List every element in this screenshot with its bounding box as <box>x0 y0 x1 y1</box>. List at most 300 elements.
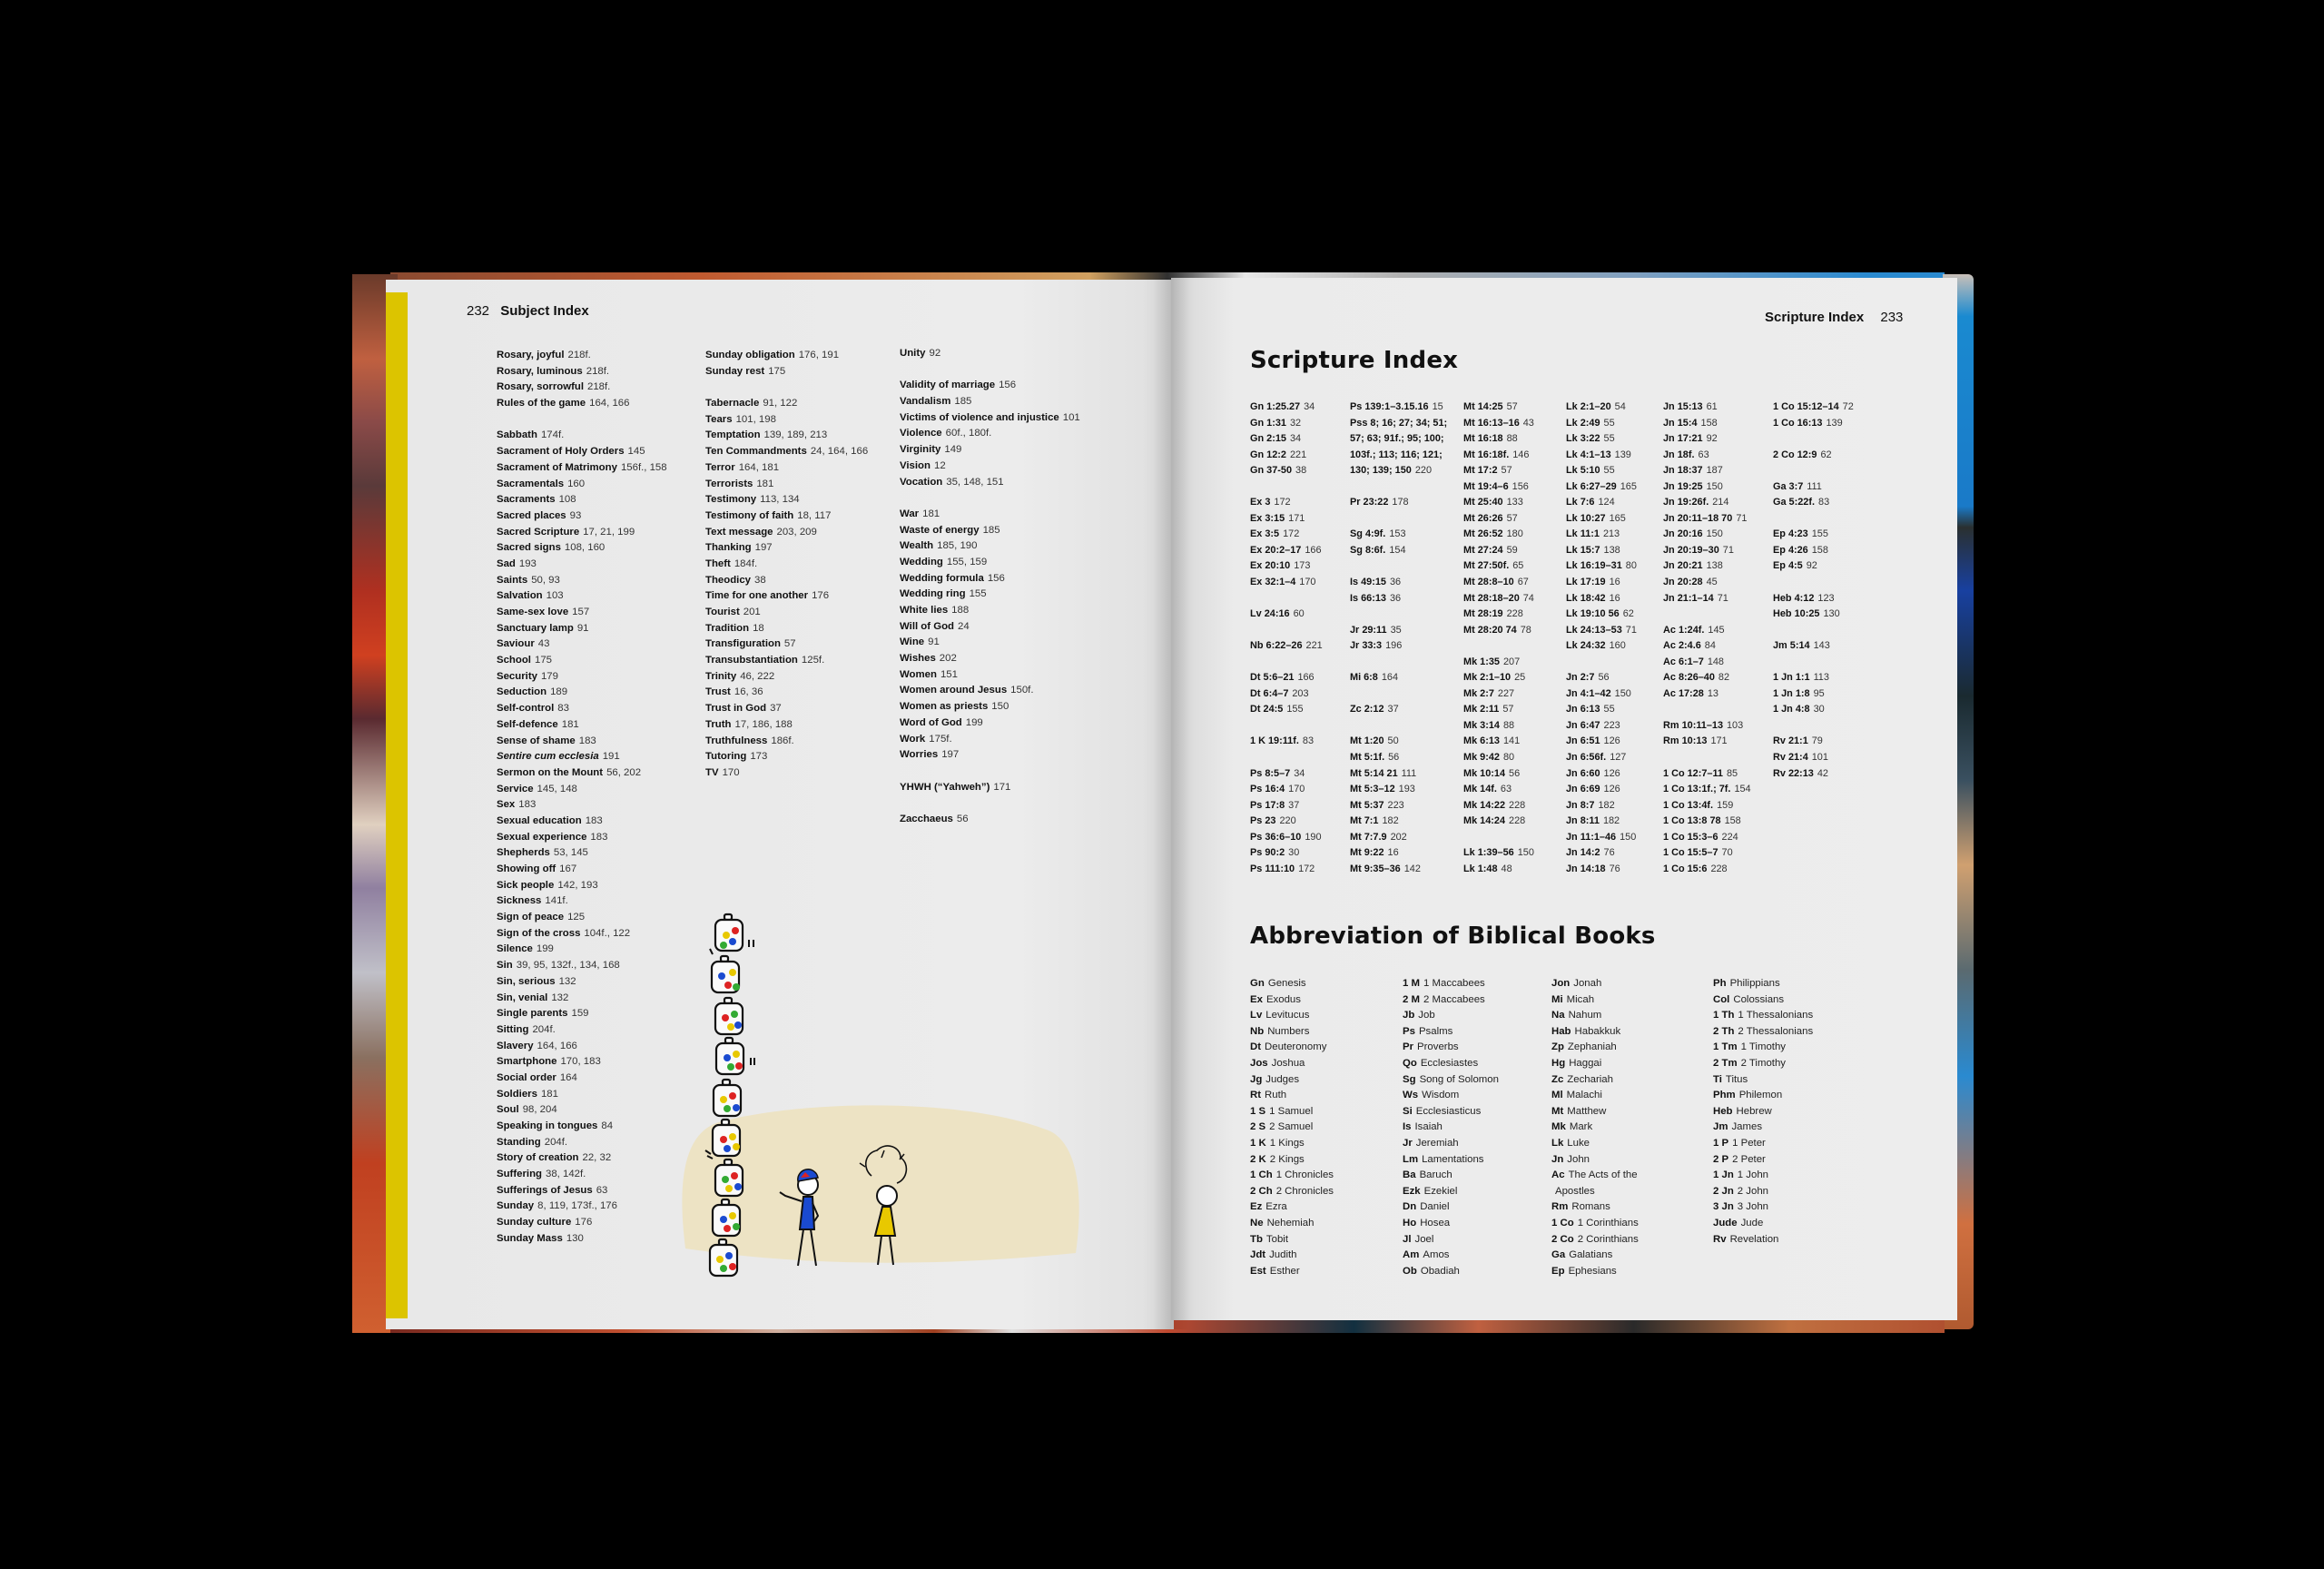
subject-index-entry-pages: 189 <box>550 686 568 698</box>
abbreviation-entry-nm: 2 Chronicles <box>1275 1185 1334 1197</box>
abbreviation-entry-ab: 3 Jn <box>1713 1201 1734 1213</box>
scripture-index-entry-ref: Jn 8:7 <box>1566 799 1595 811</box>
scripture-index-entry <box>1350 734 1451 750</box>
scripture-index-entry <box>1663 782 1751 798</box>
scripture-index-entry-pg: 142 <box>1403 863 1421 874</box>
subject-index-entry-pages: 50, 93 <box>531 574 560 586</box>
scripture-index-entry <box>1350 400 1451 416</box>
scripture-index-entry <box>1566 623 1637 639</box>
abbreviation-entry-ab: Ex <box>1250 993 1263 1005</box>
abbreviation-entry-ab: 1 Tm <box>1713 1041 1738 1053</box>
scripture-index-entry <box>1663 814 1751 830</box>
subject-index-entry-term: Sad <box>497 558 516 569</box>
scripture-index-entry-pg: 170 <box>1299 577 1316 588</box>
abbreviation-entry-ab: Ep <box>1551 1265 1565 1277</box>
subject-index-entry-term: Sabbath <box>497 429 537 441</box>
subject-index-entry-pages: 46, 222 <box>740 670 775 682</box>
abbreviation-entry <box>1250 1184 1334 1200</box>
scripture-index-entry-ref: Gn 2:15 <box>1250 433 1286 445</box>
abbreviation-entry <box>1403 1248 1499 1264</box>
abbreviation-entry <box>1250 1168 1334 1184</box>
subject-index-entry-pages: 181 <box>922 508 940 519</box>
spacer <box>1773 623 1854 639</box>
abbreviation-entry <box>1403 992 1499 1009</box>
scripture-index-entry <box>1663 638 1751 655</box>
subject-index-entry-pages: 150f. <box>1010 685 1034 696</box>
abbreviation-entry <box>1551 1199 1639 1216</box>
abbreviation-entry-ab: 2 P <box>1713 1153 1729 1165</box>
abbreviation-entry-ab: Ne <box>1250 1217 1264 1229</box>
subject-index-entry <box>900 507 1080 523</box>
abbreviation-entry-ab: Col <box>1713 993 1730 1005</box>
abbreviation-entry-ab: 2 Th <box>1713 1025 1735 1037</box>
abbreviation-entry <box>1713 1024 1813 1041</box>
subject-index-entry-pages: 56, 202 <box>606 766 642 778</box>
subject-index-entry-term: Sacrament of Matrimony <box>497 461 617 473</box>
subject-index-entry-term: Terrorists <box>705 478 753 489</box>
subject-index-entry-pages: 186f. <box>771 735 794 746</box>
abbreviation-entry <box>1403 1152 1499 1169</box>
subject-index-entry <box>497 974 667 991</box>
subject-index-entry-term: Wedding ring <box>900 588 966 600</box>
scripture-index-entry-ref: Jn 6:56f. <box>1566 752 1607 764</box>
scripture-index-entry-ref: Ex 3:5 <box>1250 528 1280 540</box>
scripture-index-entry-ref: Gn 1:25.27 <box>1250 401 1301 412</box>
scripture-index-entry-pg: 71 <box>1717 592 1728 604</box>
scripture-index-entry-ref: Lk 5:10 <box>1566 465 1600 477</box>
abbreviation-entry-ab: Gn <box>1250 978 1265 989</box>
subject-index-entry-pages: 175f. <box>929 733 952 745</box>
abbreviation-entry <box>1713 1199 1813 1216</box>
spacer <box>1773 655 1854 671</box>
scripture-index-entry-pg: 32 <box>1289 417 1302 429</box>
subject-index-entry <box>497 348 667 364</box>
scripture-index-entry <box>1566 543 1637 559</box>
spacer <box>1663 607 1751 623</box>
subject-index-entry-pages: 18 <box>753 622 764 634</box>
subject-index-entry <box>497 797 667 814</box>
abbreviation-entry-ab: 1 S <box>1250 1105 1266 1117</box>
scripture-index-entry-ref: Is 66:13 <box>1350 592 1386 604</box>
subject-index-entry-pages: 176, 191 <box>798 350 840 360</box>
scripture-index-entry-ref: 1 Co 13:8 78 <box>1663 815 1721 827</box>
scripture-index-entry-pg: 182 <box>1602 815 1620 827</box>
spacer <box>1773 463 1854 479</box>
scripture-index-entry-ref: Mk 1:35 <box>1463 656 1500 667</box>
subject-index-entry-term: Work <box>900 733 926 745</box>
scripture-index-entry-pg: 139 <box>1826 417 1843 429</box>
subject-index-entry <box>900 812 1080 828</box>
scripture-index-entry-ref: Ac 17:28 <box>1663 687 1704 699</box>
subject-index-entry <box>705 749 868 765</box>
abbreviation-entry-nm: Apostles <box>1555 1185 1595 1197</box>
abbreviation-entry-nm: Ephesians <box>1568 1265 1617 1277</box>
scripture-index-entry-ref: Ac 1:24f. <box>1663 624 1705 636</box>
scripture-index-entry-pg: 196 <box>1385 640 1403 652</box>
scripture-index-entry-pg: 150 <box>1517 847 1534 859</box>
scripture-index-entry-ref: Jn 20:19–30 <box>1663 544 1719 556</box>
subject-index-entry <box>497 878 667 894</box>
abbreviation-entry-nm: 2 John <box>1737 1185 1768 1197</box>
subject-index-entry-pages: 57 <box>783 638 796 650</box>
scripture-index-entry <box>1350 623 1451 639</box>
abbreviation-entry <box>1713 992 1813 1009</box>
subject-index-entry-term: Will of God <box>900 620 955 632</box>
scripture-index-entry-pg: 71 <box>1722 544 1734 556</box>
abbreviation-entry-nm: Esther <box>1269 1265 1300 1277</box>
scripture-index-entry <box>1463 734 1534 750</box>
scripture-index-entry-ref: Jn 19:25 <box>1663 480 1703 492</box>
scripture-index-entry-pg: 50 <box>1387 735 1399 747</box>
subject-index-entry-pages: 53, 145 <box>553 847 588 859</box>
subject-index-entry-term: Slavery <box>497 1040 534 1051</box>
scripture-index-entry-ref: 1 Co 15:6 <box>1663 863 1708 874</box>
abbreviation-entry-nm: Isaiah <box>1414 1121 1443 1133</box>
abbreviation-entry-ab: Jn <box>1551 1153 1564 1165</box>
subject-index-entry-pages: 170 <box>722 766 740 778</box>
scripture-index-entry-ref: Jn 6:13 <box>1566 704 1600 715</box>
scripture-index-entry-pg: 56 <box>1388 752 1400 764</box>
subject-index-entry-term: Thanking <box>705 542 752 554</box>
scripture-index-entry-pg: 62 <box>1622 608 1634 620</box>
abbreviation-entry <box>1551 1136 1639 1152</box>
subject-index-entry-term: Vocation <box>900 476 943 488</box>
abbreviation-entry-ab: Ez <box>1250 1201 1263 1213</box>
scripture-index-entry-ref: Ex 3 <box>1250 497 1271 508</box>
scripture-index-entry-pg: 153 <box>1389 528 1406 540</box>
scripture-index-entry-ref: Ps 16:4 <box>1250 784 1285 795</box>
subject-index-entry-term: Tutoring <box>705 751 747 763</box>
subject-index-column-3 <box>900 346 1080 828</box>
scripture-index-entry-pg: 164 <box>1381 672 1399 684</box>
scripture-index-entry <box>1566 734 1637 750</box>
subject-index-entry-pages: 39, 95, 132f., 134, 168 <box>516 960 620 972</box>
subject-index-entry <box>900 747 1080 764</box>
scripture-index-entry-ref: Pr 23:22 <box>1350 497 1389 508</box>
abbreviation-entry <box>1250 1024 1334 1041</box>
abbreviation-entry-nm: Philippians <box>1729 978 1780 989</box>
scripture-index-entry-pg: 138 <box>1706 560 1723 572</box>
subject-index-entry-pages: 91, 122 <box>763 398 798 410</box>
scripture-index-entry-ref: 57; 63; 91f.; 95; 100; <box>1350 433 1444 445</box>
scripture-index-entry-pg: 150 <box>1706 480 1723 492</box>
scripture-index-entry-pg: 71 <box>1625 624 1637 636</box>
yellow-spine-strip <box>386 292 408 1318</box>
scripture-index-entry-pg: 88 <box>1506 433 1518 445</box>
subject-index-entry-pages: 173 <box>750 751 768 763</box>
abbreviation-entry <box>1713 1120 1813 1136</box>
scripture-index-entry-pg: 92 <box>1806 560 1817 572</box>
scripture-index-entry <box>1350 766 1451 783</box>
scripture-index-entry-ref: Nb 6:22–26 <box>1250 640 1303 652</box>
scripture-index-entry <box>1463 782 1534 798</box>
scripture-index-entry <box>1663 734 1751 750</box>
subject-index-entry-term: Sacramentals <box>497 478 565 489</box>
scripture-index-entry-ref: Mt 5:1f. <box>1350 752 1385 764</box>
subject-index-entry <box>497 380 667 396</box>
scripture-index-entry-pg: 138 <box>1603 544 1620 556</box>
scripture-index-entry <box>1350 862 1451 878</box>
subject-index-entry <box>497 1039 667 1055</box>
spacer <box>1350 511 1451 528</box>
scripture-index-entry-ref: Mt 28:19 <box>1463 608 1503 620</box>
scripture-index-entry-pg: 146 <box>1512 449 1530 460</box>
scripture-index-entry <box>1663 431 1751 448</box>
scripture-index-entry-pg: 57 <box>1502 704 1514 715</box>
abbreviation-entry-ab: Ezk <box>1403 1185 1421 1197</box>
scripture-index-entry-pg: 214 <box>1712 497 1729 508</box>
scripture-index-entry <box>1663 463 1751 479</box>
scripture-index-entry-pg: 227 <box>1497 687 1515 699</box>
subject-index-entry-term: School <box>497 655 531 666</box>
abbreviation-entry <box>1551 1040 1639 1056</box>
abbreviation-entry-ab: Rt <box>1250 1090 1262 1101</box>
scripture-index-entry-ref: Mt 9:35–36 <box>1350 863 1401 874</box>
scripture-index-entry-ref: Mt 7:1 <box>1350 815 1379 827</box>
scripture-index-entry <box>1773 702 1854 718</box>
subject-index-entry-pages: 17, 186, 188 <box>734 718 793 730</box>
subject-index-entry-term: Wine <box>900 636 925 648</box>
scripture-index-entry-ref: Mt 1:20 <box>1350 735 1384 747</box>
abbreviation-entry-nm: Mark <box>1569 1121 1593 1133</box>
scripture-index-entry-ref: Is 49:15 <box>1350 577 1386 588</box>
scripture-index-entry <box>1773 670 1854 686</box>
scripture-index-entry <box>1350 830 1451 846</box>
subject-index-entry-pages: 145, 148 <box>537 783 577 794</box>
scripture-index-entry <box>1463 448 1534 464</box>
subject-index-entry-term: Victims of violence and injustice <box>900 411 1059 423</box>
abbreviation-entry-nm: 1 Samuel <box>1269 1105 1314 1117</box>
scripture-index-entry-ref: 103f.; 113; 116; 121; <box>1350 449 1443 460</box>
candy-jar-stack-illustration <box>667 903 1089 1280</box>
scripture-index-entry <box>1566 495 1637 511</box>
scripture-index-entry-ref: Ex 20:2–17 <box>1250 544 1302 556</box>
scripture-index-entry <box>1250 766 1323 783</box>
abbreviation-entry <box>1250 976 1334 992</box>
subject-index-entry <box>900 442 1080 459</box>
scripture-index-entry-pg: 82 <box>1718 672 1730 684</box>
abbreviation-entry-nm: 2 Peter <box>1732 1153 1766 1165</box>
abbreviation-entry <box>1250 1232 1334 1248</box>
subject-index-entry <box>900 683 1080 699</box>
subject-index-entry <box>705 573 868 589</box>
subject-index-entry <box>705 348 868 364</box>
subject-index-entry-pages: 175 <box>768 365 786 377</box>
scripture-index-entry-ref: Rv 21:1 <box>1773 735 1808 747</box>
scripture-index-entry <box>1350 495 1451 511</box>
scripture-index-entry <box>1566 718 1637 735</box>
subject-index-entry-pages: 145 <box>627 446 645 458</box>
scripture-index-entry <box>1463 798 1534 814</box>
scripture-index-entry-ref: Ex 32:1–4 <box>1250 577 1296 588</box>
subject-index-entry-pages: 175 <box>534 655 552 666</box>
subject-index-entry <box>497 492 667 508</box>
scripture-index-entry <box>1663 527 1751 543</box>
running-head-title: Subject Index <box>500 303 589 319</box>
subject-index-entry-term: Suffering <box>497 1169 542 1180</box>
subject-index-entry-term: Sexual experience <box>497 831 587 843</box>
subject-index-entry-pages: 18, 117 <box>797 509 832 521</box>
subject-index-entry-pages: 174f. <box>540 429 565 441</box>
scripture-index-entry <box>1773 750 1854 766</box>
subject-index-entry-term: TV <box>705 766 719 778</box>
scripture-index-entry-pg: 16 <box>1609 577 1620 588</box>
scripture-index-entry-ref: Mk 2:7 <box>1463 687 1494 699</box>
abbreviation-entry-nm: 1 Corinthians <box>1577 1217 1639 1229</box>
scripture-index-entry-ref: Mt 16:18f. <box>1463 449 1510 460</box>
scripture-index-column-2 <box>1350 400 1451 877</box>
scripture-index-entry <box>1350 702 1451 718</box>
subject-index-entry-pages: 60f., 180f. <box>945 428 992 439</box>
subject-index-entry-term: Sentire cum ecclesia <box>497 751 599 763</box>
subject-index-entry-pages: 170, 183 <box>560 1056 601 1068</box>
scripture-index-entry-pg: 159 <box>1717 799 1734 811</box>
subject-index-entry <box>705 525 868 541</box>
abbreviation-entry-ab: Zp <box>1551 1041 1564 1053</box>
subject-index-entry-pages: 184f. <box>734 558 758 569</box>
scripture-index-entry-pg: 92 <box>1706 433 1718 445</box>
scripture-index-entry-ref: Ga 5:22f. <box>1773 497 1816 508</box>
scripture-index-entry-ref: Mt 28:18–20 <box>1463 592 1520 604</box>
spacer <box>1350 718 1451 735</box>
abbreviation-entry <box>1713 1088 1813 1104</box>
scripture-index-entry-pg: 54 <box>1614 401 1626 412</box>
subject-index-entry-term: Zacchaeus <box>900 813 953 824</box>
subject-index-entry <box>497 845 667 862</box>
subject-index-entry-pages: 63 <box>596 1184 608 1196</box>
abbreviation-entry-nm: Titus <box>1725 1073 1748 1085</box>
scripture-index-entry <box>1350 845 1451 862</box>
abbreviation-entry <box>1403 1168 1499 1184</box>
subject-index-entry <box>497 460 667 477</box>
scripture-index-entry-ref: 2 Co 12:9 <box>1773 449 1817 460</box>
subject-index-entry <box>497 573 667 589</box>
subject-index-entry-pages: 218f. <box>587 381 611 393</box>
spacer <box>1250 623 1323 639</box>
abbreviation-entry-nm: Judith <box>1269 1249 1297 1261</box>
scripture-index-entry-ref: Lk 11:1 <box>1566 528 1600 540</box>
scripture-index-entry-pg: 36 <box>1389 577 1402 588</box>
abbreviation-entry <box>1403 1120 1499 1136</box>
scripture-index-entry-ref: Heb 10:25 <box>1773 608 1820 620</box>
scripture-index-entry-pg: 111 <box>1401 767 1417 779</box>
abbreviation-entry-nm: 1 Timothy <box>1740 1041 1786 1053</box>
abbreviation-entry-nm: Jeremiah <box>1415 1137 1459 1149</box>
scripture-index-entry-ref: 1 Jn 4:8 <box>1773 704 1810 715</box>
abbreviation-entry-nm: 1 Kings <box>1269 1137 1305 1149</box>
scripture-index-entry-ref: Zc 2:12 <box>1350 704 1384 715</box>
subject-index-entry <box>497 830 667 846</box>
abbreviation-entry-ab: Is <box>1403 1121 1412 1133</box>
scripture-index-entry <box>1250 400 1323 416</box>
scripture-index-entry-ref: Mk 14:22 <box>1463 799 1506 811</box>
abbreviation-entry-ab: Lm <box>1403 1153 1419 1165</box>
subject-index-entry <box>497 893 667 910</box>
subject-index-entry <box>900 651 1080 667</box>
scripture-index-entry-ref: Jn 20:16 <box>1663 528 1703 540</box>
scripture-index-entry-pg: 113 <box>1813 672 1829 684</box>
scripture-index-entry-ref: Jn 19:26f. <box>1663 497 1709 508</box>
abbreviation-entry <box>1403 1056 1499 1072</box>
spacer <box>1463 830 1534 846</box>
subject-index-entry-pages: 38 <box>754 574 766 586</box>
scripture-index-entry-ref: Ps 111:10 <box>1250 863 1295 874</box>
subject-index-entry-pages: 101 <box>1062 411 1080 423</box>
spacer <box>705 380 868 396</box>
scripture-index-entry <box>1250 638 1323 655</box>
scripture-index-entry-ref: Jr 33:3 <box>1350 640 1383 652</box>
scripture-index-entry-ref: 1 Jn 1:1 <box>1773 672 1810 684</box>
scripture-index-entry-pg: 43 <box>1522 417 1534 429</box>
abbreviation-entry-ab: Rm <box>1551 1201 1569 1213</box>
abbreviation-entry <box>1551 976 1639 992</box>
subject-index-entry-pages: 181 <box>540 1088 558 1100</box>
abbreviation-entry-ab: Jdt <box>1250 1249 1266 1261</box>
scripture-index-entry-pg: 171 <box>1710 735 1728 747</box>
scripture-index-entry-pg: 55 <box>1603 704 1615 715</box>
subject-index-entry-term: Service <box>497 783 534 794</box>
scripture-index-entry-ref: 1 Co 15:12–14 <box>1773 401 1839 412</box>
scripture-index-entry-ref: Mt 26:52 <box>1463 528 1503 540</box>
scripture-index-entry-ref: Mt 7:7.9 <box>1350 831 1387 843</box>
scripture-index-entry <box>1663 670 1751 686</box>
subject-index-entry-pages: 164, 181 <box>738 461 780 473</box>
scripture-index-entry <box>1350 798 1451 814</box>
scripture-index-entry-ref: Ps 90:2 <box>1250 847 1285 859</box>
abbreviation-entry-nm: 1 Chronicles <box>1275 1169 1334 1181</box>
subject-index-entry-pages: 203, 209 <box>776 526 817 538</box>
subject-index-entry-term: Worries <box>900 749 939 761</box>
scripture-index-entry-ref: Lk 3:22 <box>1566 433 1600 445</box>
abbreviation-entry <box>1713 1152 1813 1169</box>
abbreviation-entry-ab: 1 Th <box>1713 1010 1735 1021</box>
subject-index-entry <box>705 412 868 429</box>
scripture-index-entry-ref: Jn 20:21 <box>1663 560 1703 572</box>
scripture-index-entry-pg: 127 <box>1610 752 1627 764</box>
scripture-index-entry <box>1663 511 1751 528</box>
abbreviation-entry-ab: Jg <box>1250 1073 1263 1085</box>
subject-index-entry-pages: 204f. <box>544 1136 568 1148</box>
abbreviation-entry-nm: Haggai <box>1569 1057 1602 1069</box>
subject-index-entry-pages: 149 <box>944 444 962 456</box>
scripture-index-entry-ref: Mt 28:8–10 <box>1463 577 1514 588</box>
subject-index-entry <box>497 717 667 734</box>
subject-index-entry-pages: 202 <box>939 653 957 665</box>
subject-index-entry-pages: 156 <box>999 380 1017 391</box>
spacer <box>1350 558 1451 575</box>
abbreviation-entry <box>1551 1168 1639 1184</box>
abbreviation-entry-nm: Zephaniah <box>1567 1041 1617 1053</box>
scripture-index-entry-ref: Mk 10:14 <box>1463 767 1506 779</box>
subject-index-entry-term: Shepherds <box>497 847 550 859</box>
scripture-index-entry-ref: Mk 6:13 <box>1463 735 1500 747</box>
scripture-index-entry <box>1250 495 1323 511</box>
scripture-index-entry-ref: Ep 4:26 <box>1773 544 1808 556</box>
scripture-index-entry <box>1463 718 1534 735</box>
subject-index-entry-pages: 167 <box>559 863 577 874</box>
subject-index-entry-term: Wedding formula <box>900 572 984 584</box>
subject-index-entry-term: Sin, serious <box>497 975 556 987</box>
abbreviation-entry-nm: 1 John <box>1737 1169 1768 1181</box>
abbreviation-entry-ab: 2 Tm <box>1713 1057 1738 1069</box>
subject-index-entry-pages: 155 <box>969 588 987 600</box>
subject-index-entry-term: Saints <box>497 574 528 586</box>
subject-index-entry-term: Rosary, sorrowful <box>497 381 584 393</box>
scripture-index-entry-pg: 36 <box>1389 592 1402 604</box>
subject-index-entry-pages: 218f. <box>567 350 591 360</box>
abbreviation-entry-nm: 2 Corinthians <box>1577 1233 1639 1245</box>
scripture-index-entry-pg: 182 <box>1598 799 1615 811</box>
